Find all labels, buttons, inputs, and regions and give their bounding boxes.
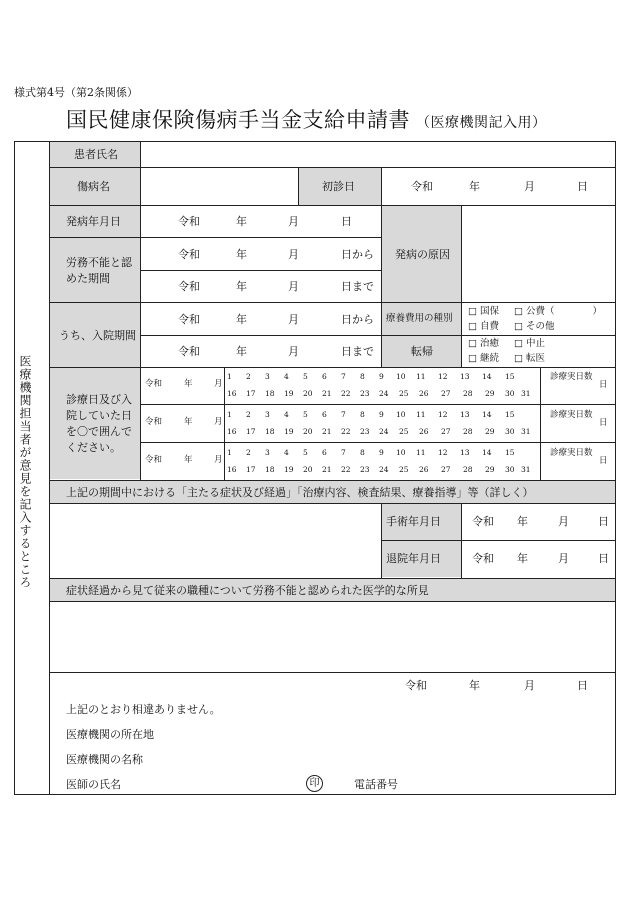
onset-year: 年 — [236, 215, 247, 228]
calendar-day[interactable]: 18 — [265, 389, 275, 398]
calendar-day[interactable]: 26 — [419, 465, 429, 474]
calendar-day[interactable]: 24 — [379, 427, 389, 436]
seal-icon: 印 — [306, 775, 323, 792]
calendar-day[interactable]: 21 — [322, 465, 332, 474]
calendar-day[interactable]: 7 — [341, 410, 346, 419]
label-onset-cause: 発病の原因 — [395, 248, 450, 261]
unable-from-month: 月 — [288, 248, 299, 261]
calendar-day[interactable]: 16 — [227, 465, 237, 474]
calendar-day[interactable]: 31 — [521, 465, 531, 474]
calendar-day[interactable]: 17 — [246, 465, 256, 474]
calendar-day[interactable]: 2 — [246, 372, 251, 381]
checkbox-kohi[interactable]: □ 公費（ ） — [514, 306, 602, 317]
calendar-day[interactable]: 14 — [482, 448, 492, 457]
calendar-day[interactable]: 4 — [284, 448, 289, 457]
calendar-day[interactable]: 13 — [460, 410, 470, 419]
calendar-day[interactable]: 16 — [227, 427, 237, 436]
calendar-day[interactable]: 12 — [438, 448, 448, 457]
calendar-day[interactable]: 11 — [416, 448, 426, 457]
checkbox-sonota[interactable]: □ その他 — [514, 321, 555, 332]
onset-era: 令和 — [178, 215, 200, 228]
calendar-day[interactable]: 22 — [341, 389, 351, 398]
calendar-day[interactable]: 1 — [227, 448, 232, 457]
calendar-day[interactable]: 28 — [463, 389, 473, 398]
first-visit-era: 令和 — [411, 180, 433, 193]
calendar-day[interactable]: 19 — [284, 465, 294, 474]
label-institution-address: 医療機関の所在地 — [66, 728, 154, 741]
calendar-day[interactable]: 27 — [441, 389, 451, 398]
actual-days-label-3: 診療実日数 — [550, 448, 593, 458]
calendar-day[interactable]: 19 — [284, 427, 294, 436]
calendar-day[interactable]: 12 — [438, 410, 448, 419]
calendar-day[interactable]: 15 — [505, 410, 515, 419]
calendar-day[interactable]: 4 — [284, 410, 289, 419]
calendar-day[interactable]: 14 — [482, 410, 492, 419]
label-unable-work: 労務不能と認めた期間 — [66, 256, 132, 285]
first-visit-day: 日 — [577, 180, 588, 193]
actual-days-unit-2: 日 — [599, 418, 608, 428]
calendar-day[interactable]: 13 — [460, 372, 470, 381]
actual-days-label-2: 診療実日数 — [550, 410, 593, 420]
calendar-day[interactable]: 2 — [246, 448, 251, 457]
calendar-day[interactable]: 22 — [341, 465, 351, 474]
calendar-day[interactable]: 16 — [227, 389, 237, 398]
actual-days-label-1: 診療実日数 — [550, 372, 593, 382]
calendar-day[interactable]: 29 — [485, 465, 495, 474]
visit-row3-year: 年 — [184, 455, 193, 465]
label-outcome: 転帰 — [411, 345, 433, 358]
checkbox-chiyu[interactable]: □ 治癒 — [468, 338, 499, 349]
actual-days-unit-3: 日 — [599, 456, 608, 466]
calendar-day[interactable]: 11 — [416, 372, 426, 381]
calendar-day[interactable]: 1 — [227, 410, 232, 419]
calendar-day[interactable]: 29 — [485, 427, 495, 436]
calendar-day[interactable]: 21 — [322, 427, 332, 436]
calendar-day[interactable]: 22 — [341, 427, 351, 436]
hosp-until-day: 日まで — [341, 345, 374, 358]
sign-date-month: 月 — [524, 679, 535, 692]
calendar-day[interactable]: 31 — [521, 389, 531, 398]
hosp-from-era: 令和 — [178, 313, 200, 326]
opinion-field[interactable] — [50, 602, 615, 672]
calendar-day[interactable]: 15 — [505, 372, 515, 381]
surgery-month: 月 — [558, 515, 569, 528]
calendar-day[interactable]: 27 — [441, 465, 451, 474]
calendar-day[interactable]: 20 — [303, 465, 313, 474]
hosp-from-month: 月 — [288, 313, 299, 326]
calendar-day[interactable]: 20 — [303, 389, 313, 398]
calendar-day[interactable]: 8 — [360, 448, 365, 457]
calendar-day[interactable]: 24 — [379, 465, 389, 474]
visit-row1-year: 年 — [184, 379, 193, 389]
checkbox-kokuho[interactable]: □ 国保 — [468, 306, 499, 317]
unable-from-year: 年 — [236, 248, 247, 261]
unable-from-day: 日から — [341, 248, 374, 261]
label-institution-name: 医療機関の名称 — [66, 753, 143, 766]
calendar-day[interactable]: 6 — [322, 372, 327, 381]
calendar-day[interactable]: 24 — [379, 389, 389, 398]
calendar-day[interactable]: 29 — [485, 389, 495, 398]
title-subtitle: （医療機関記入用） — [416, 115, 547, 131]
hosp-from-day: 日から — [341, 313, 374, 326]
calendar-day[interactable]: 30 — [505, 427, 515, 436]
calendar-day[interactable]: 18 — [265, 427, 275, 436]
onset-month: 月 — [288, 215, 299, 228]
calendar-day[interactable]: 2 — [246, 410, 251, 419]
onset-day: 日 — [341, 215, 352, 228]
discharge-day: 日 — [598, 552, 609, 565]
sign-date-era: 令和 — [405, 679, 427, 692]
visit-row3-era: 令和 — [145, 455, 163, 465]
discharge-year: 年 — [517, 552, 528, 565]
calendar-day[interactable]: 17 — [246, 427, 256, 436]
calendar-day[interactable]: 9 — [379, 410, 384, 419]
hosp-until-year: 年 — [236, 345, 247, 358]
calendar-day[interactable]: 26 — [419, 427, 429, 436]
sign-date-day: 日 — [577, 679, 588, 692]
form-title — [66, 104, 547, 134]
certify-text: 上記のとおり相違ありません。 — [66, 703, 221, 716]
checkbox-chushi[interactable]: □ 中止 — [514, 338, 545, 349]
label-expense-type: 療養費用の種別 — [386, 313, 453, 324]
calendar-day[interactable]: 3 — [265, 448, 270, 457]
visit-row2-era: 令和 — [145, 417, 163, 427]
sign-date-year: 年 — [469, 679, 480, 692]
form-reference: 様式第4号（第2条関係） — [14, 86, 138, 99]
surgery-year: 年 — [517, 515, 528, 528]
label-phone: 電話番号 — [354, 778, 398, 791]
calendar-day[interactable]: 20 — [303, 427, 313, 436]
calendar-day[interactable]: 14 — [482, 372, 492, 381]
checkbox-jihi[interactable]: □ 自費 — [468, 321, 499, 332]
calendar-day[interactable]: 4 — [284, 372, 289, 381]
unable-until-day: 日まで — [341, 280, 374, 293]
visit-row1-era: 令和 — [145, 379, 163, 389]
unable-until-year: 年 — [236, 280, 247, 293]
calendar-day[interactable]: 18 — [265, 465, 275, 474]
visit-row3-month: 月 — [214, 455, 223, 465]
calendar-day[interactable]: 5 — [303, 372, 308, 381]
calendar-day[interactable]: 7 — [341, 448, 346, 457]
unable-until-month: 月 — [288, 280, 299, 293]
label-hospitalization: うち、入院期間 — [59, 329, 136, 342]
calendar-day[interactable]: 27 — [441, 427, 451, 436]
calendar-day[interactable]: 23 — [360, 465, 370, 474]
visit-row1-month: 月 — [214, 379, 223, 389]
calendar-day[interactable]: 23 — [360, 389, 370, 398]
calendar-day[interactable]: 11 — [416, 410, 426, 419]
visit-row2-year: 年 — [184, 417, 193, 427]
hosp-until-month: 月 — [288, 345, 299, 358]
disease-name-field[interactable] — [141, 168, 298, 205]
side-label: 医療機関担当者が意見を記入するところ — [18, 355, 32, 589]
calendar-day[interactable]: 12 — [438, 372, 448, 381]
title-main: 国民健康保険傷病手当金支給申請書 — [66, 108, 410, 132]
calendar-day[interactable]: 3 — [265, 372, 270, 381]
checkbox-keizoku[interactable]: □ 継続 — [468, 353, 499, 364]
label-doctor-name: 医師の氏名 — [66, 778, 121, 791]
calendar-day[interactable]: 21 — [322, 389, 332, 398]
course-heading: 上記の期間中における「主たる症状及び経過」「治療内容、検査結果、療養指導」等（詳しく） — [66, 486, 534, 499]
label-surgery-date: 手術年月日 — [386, 515, 441, 528]
calendar-day[interactable]: 26 — [419, 389, 429, 398]
opinion-heading: 症状経過から見て従来の職種について労務不能と認められた医学的な所見 — [66, 584, 429, 597]
label-visit-days: 診療日及び入院していた日を〇で囲んでください。 — [66, 393, 132, 454]
checkbox-ten-i[interactable]: □ 転医 — [514, 353, 545, 364]
calendar-day[interactable]: 25 — [399, 465, 409, 474]
calendar-day[interactable]: 6 — [322, 410, 327, 419]
calendar-day[interactable]: 5 — [303, 448, 308, 457]
label-disease-name: 傷病名 — [77, 180, 110, 193]
surgery-day: 日 — [598, 515, 609, 528]
visit-row2-month: 月 — [214, 417, 223, 427]
calendar-day[interactable]: 17 — [246, 389, 256, 398]
calendar-day[interactable]: 28 — [463, 465, 473, 474]
label-discharge-date: 退院年月日 — [386, 552, 441, 565]
calendar-day[interactable]: 19 — [284, 389, 294, 398]
discharge-era: 令和 — [472, 552, 494, 565]
calendar-day[interactable]: 30 — [505, 389, 515, 398]
first-visit-month: 月 — [524, 180, 535, 193]
surgery-era: 令和 — [472, 515, 494, 528]
calendar-day[interactable]: 5 — [303, 410, 308, 419]
calendar-day[interactable]: 10 — [396, 372, 406, 381]
hosp-from-year: 年 — [236, 313, 247, 326]
calendar-day[interactable]: 25 — [399, 427, 409, 436]
calendar-day[interactable]: 7 — [341, 372, 346, 381]
calendar-day[interactable]: 9 — [379, 372, 384, 381]
patient-name-field[interactable] — [141, 142, 615, 167]
discharge-month: 月 — [558, 552, 569, 565]
onset-cause-field[interactable] — [462, 206, 615, 302]
calendar-day[interactable]: 30 — [505, 465, 515, 474]
label-patient-name: 患者氏名 — [74, 148, 118, 161]
label-first-visit: 初診日 — [322, 180, 355, 193]
calendar-day[interactable]: 13 — [460, 448, 470, 457]
first-visit-year: 年 — [469, 180, 480, 193]
calendar-day[interactable]: 1 — [227, 372, 232, 381]
calendar-day[interactable]: 9 — [379, 448, 384, 457]
calendar-day[interactable]: 10 — [396, 448, 406, 457]
calendar-day[interactable]: 8 — [360, 410, 365, 419]
actual-days-unit-1: 日 — [599, 380, 608, 390]
calendar-day[interactable]: 10 — [396, 410, 406, 419]
calendar-day[interactable]: 8 — [360, 372, 365, 381]
calendar-day[interactable]: 23 — [360, 427, 370, 436]
calendar-day[interactable]: 31 — [521, 427, 531, 436]
calendar-day[interactable]: 28 — [463, 427, 473, 436]
label-onset-date: 発病年月日 — [66, 215, 121, 228]
unable-from-era: 令和 — [178, 248, 200, 261]
unable-until-era: 令和 — [178, 280, 200, 293]
calendar-day[interactable]: 15 — [505, 448, 515, 457]
calendar-day[interactable]: 25 — [399, 389, 409, 398]
course-details-field[interactable] — [50, 504, 381, 577]
hosp-until-era: 令和 — [178, 345, 200, 358]
calendar-day[interactable]: 3 — [265, 410, 270, 419]
calendar-day[interactable]: 6 — [322, 448, 327, 457]
